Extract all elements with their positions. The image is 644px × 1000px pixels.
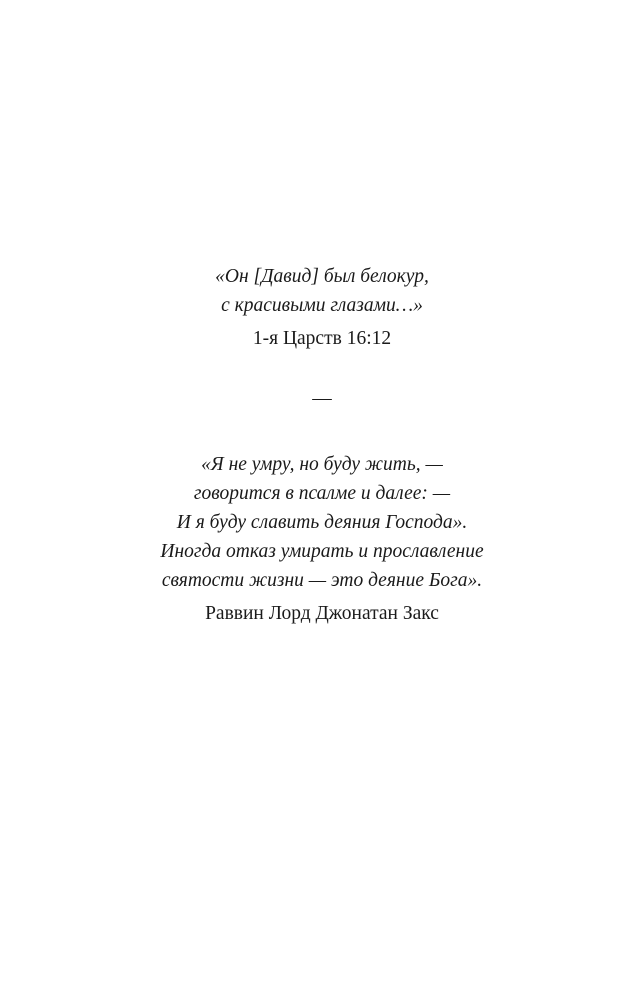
epigraph-quote-line: святости жизни — это деяние Бога». xyxy=(161,570,483,591)
epigraph-second xyxy=(0,450,644,628)
section-separator: — xyxy=(312,388,332,409)
epigraph-quote-line: «Он [Давид] был белокур, xyxy=(215,266,429,287)
epigraph-quote-line: говорится в псалме и далее: — xyxy=(193,483,451,504)
epigraph-attribution: Раввин Лорд Джонатан Закс xyxy=(205,603,439,624)
epigraph-first xyxy=(0,262,644,353)
epigraph-quote-line: «Я не умру, но буду жить, — xyxy=(201,454,443,475)
epigraph-quote-line: с красивыми глазами…» xyxy=(221,295,423,316)
epigraph-attribution: 1-я Царств 16:12 xyxy=(252,328,392,349)
epigraph-quote-line: Иногда отказ умирать и прославление xyxy=(160,541,484,562)
epigraph-quote-line: И я буду славить деяния Господа». xyxy=(176,512,468,533)
